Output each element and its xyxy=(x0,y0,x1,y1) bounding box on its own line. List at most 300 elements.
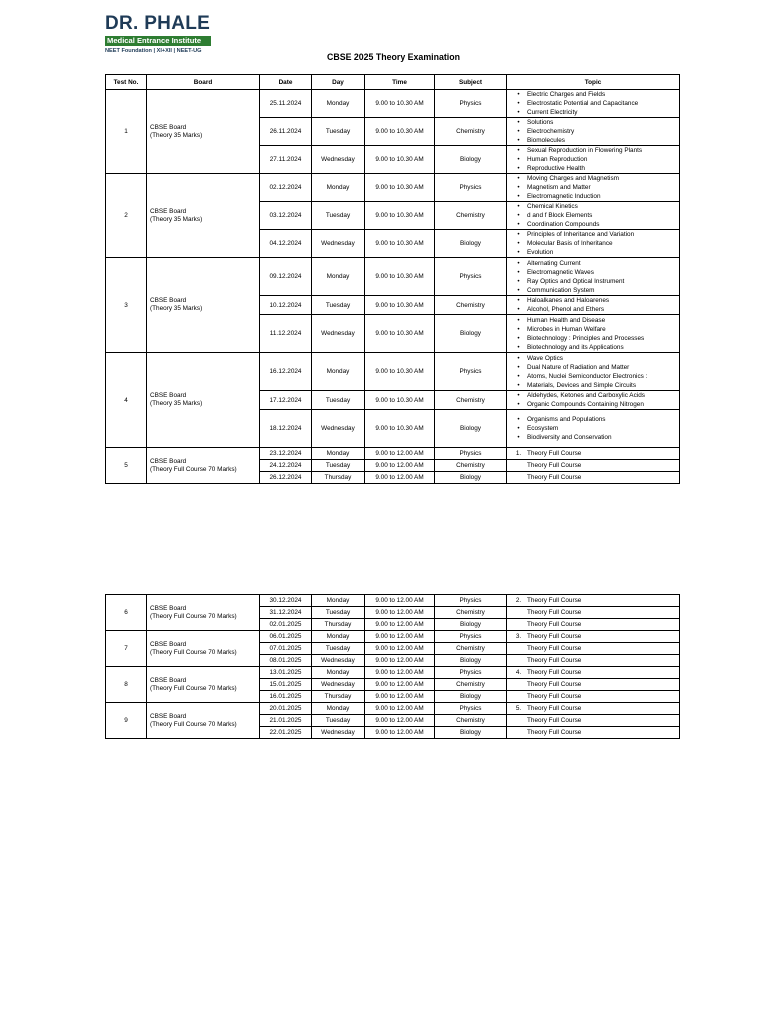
schedule-table-1 xyxy=(105,74,680,484)
topic-text: Current Electricity xyxy=(527,109,578,116)
date-cell: 16.12.2024 xyxy=(260,353,312,391)
subject-cell: Physics xyxy=(435,258,507,296)
topic-text: Materials, Devices and Simple Circuits xyxy=(527,381,637,389)
bullet-icon: • xyxy=(517,259,520,267)
topic-item xyxy=(510,620,676,629)
topic-text: Microbes in Human Welfare xyxy=(527,325,606,333)
topic-text: Theory Full Course xyxy=(527,681,582,688)
topic-text: Human Health and Disease xyxy=(527,316,606,324)
topic-text: Alcohol, Phenol and Ethers xyxy=(527,306,605,313)
topic-item xyxy=(510,343,676,352)
topic-cell xyxy=(507,607,680,619)
topic-item xyxy=(510,391,676,400)
topic-text: Human Reproduction xyxy=(527,156,588,163)
bullet-icon: • xyxy=(517,325,520,333)
board-cell xyxy=(147,595,260,631)
bullet-icon: • xyxy=(517,165,520,172)
bullet-icon: • xyxy=(517,392,520,399)
subject-cell: Physics xyxy=(435,90,507,118)
subject-cell: Biology xyxy=(435,655,507,667)
time-cell: 9.00 to 10.30 AM xyxy=(365,230,435,258)
board-cell xyxy=(147,631,260,667)
time-cell: 9.00 to 12.00 AM xyxy=(365,631,435,643)
topic-item xyxy=(510,90,676,99)
day-cell: Monday xyxy=(312,174,365,202)
time-cell: 9.00 to 10.30 AM xyxy=(365,410,435,448)
time-cell: 9.00 to 10.30 AM xyxy=(365,391,435,410)
board-label: (Theory 35 Marks) xyxy=(150,400,203,407)
board-label: (Theory Full Course 70 Marks) xyxy=(150,465,237,473)
time-cell: 9.00 to 12.00 AM xyxy=(365,703,435,715)
board-cell xyxy=(147,448,260,484)
day-cell: Tuesday xyxy=(312,643,365,655)
bullet-icon: • xyxy=(517,434,520,441)
topic-item xyxy=(510,334,676,343)
topic-text: Molecular Basis of Inheritance xyxy=(527,240,613,247)
topic-text: Haloalkanes and Haloarenes xyxy=(527,297,610,304)
topic-item xyxy=(510,668,676,677)
topic-text: Coordination Compounds xyxy=(527,221,600,228)
topic-cell xyxy=(507,460,680,472)
bullet-icon: • xyxy=(517,91,520,98)
board-label: (Theory 35 Marks) xyxy=(150,305,203,312)
time-cell: 9.00 to 10.30 AM xyxy=(365,146,435,174)
board-label: CBSE Board xyxy=(150,457,187,465)
subject-cell: Chemistry xyxy=(435,607,507,619)
date-cell: 27.11.2024 xyxy=(260,146,312,174)
topic-item xyxy=(510,433,676,442)
date-cell: 18.12.2024 xyxy=(260,410,312,448)
table-row xyxy=(106,595,680,607)
subject-cell: Physics xyxy=(435,703,507,715)
test-number: 4 xyxy=(106,353,147,448)
date-cell: 25.11.2024 xyxy=(260,90,312,118)
topic-text: Theory Full Course xyxy=(527,669,582,676)
test-number: 3 xyxy=(106,258,147,353)
topic-cell xyxy=(507,619,680,631)
topic-item xyxy=(510,99,676,108)
topic-item xyxy=(510,704,676,713)
subject-cell: Biology xyxy=(435,230,507,258)
topic-item xyxy=(510,372,676,381)
board-label: CBSE Board xyxy=(150,123,187,131)
board-label: (Theory 35 Marks) xyxy=(150,131,203,139)
topic-number: 2. xyxy=(515,597,522,604)
time-cell: 9.00 to 10.30 AM xyxy=(365,90,435,118)
topic-item xyxy=(510,211,676,220)
bullet-icon: • xyxy=(517,175,520,182)
topic-text: Dual Nature of Radiation and Matter xyxy=(527,363,630,371)
day-cell: Monday xyxy=(312,90,365,118)
time-cell: 9.00 to 10.30 AM xyxy=(365,118,435,146)
topic-text: Theory Full Course xyxy=(527,462,582,469)
topic-cell xyxy=(507,631,680,643)
table-row xyxy=(106,448,680,460)
col-header-time: Time xyxy=(365,75,435,90)
topic-text: Evolution xyxy=(527,249,554,256)
time-cell: 9.00 to 12.00 AM xyxy=(365,679,435,691)
topic-item xyxy=(510,632,676,641)
col-header-date: Date xyxy=(260,75,312,90)
topic-item xyxy=(510,354,676,363)
time-cell: 9.00 to 12.00 AM xyxy=(365,607,435,619)
day-cell: Monday xyxy=(312,667,365,679)
day-cell: Monday xyxy=(312,703,365,715)
test-number: 5 xyxy=(106,448,147,484)
table-row xyxy=(106,90,680,118)
topic-item xyxy=(510,146,676,155)
table-row xyxy=(106,258,680,296)
time-cell: 9.00 to 10.30 AM xyxy=(365,315,435,353)
time-cell: 9.00 to 12.00 AM xyxy=(365,727,435,739)
subject-cell: Physics xyxy=(435,353,507,391)
date-cell: 08.01.2025 xyxy=(260,655,312,667)
test-number: 1 xyxy=(106,90,147,174)
topic-cell xyxy=(507,353,680,391)
topic-item xyxy=(510,680,676,689)
time-cell: 9.00 to 10.30 AM xyxy=(365,174,435,202)
topic-cell xyxy=(507,448,680,460)
day-cell: Wednesday xyxy=(312,230,365,258)
topic-item xyxy=(510,192,676,201)
topic-text: Chemical Kinetics xyxy=(527,203,578,210)
date-cell: 07.01.2025 xyxy=(260,643,312,655)
bullet-icon: • xyxy=(517,240,520,247)
time-cell: 9.00 to 12.00 AM xyxy=(365,595,435,607)
topic-item xyxy=(510,248,676,257)
topic-text: Atoms, Nuclei Semiconductor Electronics : xyxy=(527,372,648,380)
day-cell: Tuesday xyxy=(312,296,365,315)
bullet-icon: • xyxy=(517,416,520,423)
topic-item xyxy=(510,286,676,295)
time-cell: 9.00 to 12.00 AM xyxy=(365,472,435,484)
time-cell: 9.00 to 12.00 AM xyxy=(365,715,435,727)
topic-text: Theory Full Course xyxy=(527,705,582,712)
time-cell: 9.00 to 12.00 AM xyxy=(365,691,435,703)
topic-text: Sexual Reproduction in Flowering Plants xyxy=(527,147,643,154)
board-label: CBSE Board xyxy=(150,712,187,720)
topic-text: Aldehydes, Ketones and Carboxylic Acids xyxy=(527,392,645,399)
date-cell: 06.01.2025 xyxy=(260,631,312,643)
topic-cell xyxy=(507,655,680,667)
board-cell xyxy=(147,667,260,703)
logo-name: DR. PHALE xyxy=(105,13,211,34)
bullet-icon: • xyxy=(517,249,520,256)
bullet-icon: • xyxy=(517,268,520,276)
board-label: (Theory Full Course 70 Marks) xyxy=(150,648,237,656)
date-cell: 11.12.2024 xyxy=(260,315,312,353)
board-label: CBSE Board xyxy=(150,392,187,399)
subject-cell: Physics xyxy=(435,631,507,643)
board-cell xyxy=(147,174,260,258)
time-cell: 9.00 to 10.30 AM xyxy=(365,258,435,296)
date-cell: 26.12.2024 xyxy=(260,472,312,484)
topic-cell xyxy=(507,472,680,484)
subject-cell: Chemistry xyxy=(435,679,507,691)
topic-text: Biodiversity and Conservation xyxy=(527,434,612,441)
date-cell: 21.01.2025 xyxy=(260,715,312,727)
bullet-icon: • xyxy=(517,297,520,304)
subject-cell: Chemistry xyxy=(435,715,507,727)
time-cell: 9.00 to 12.00 AM xyxy=(365,655,435,667)
logo-subline: NEET Foundation | XI+XII | NEET-UG xyxy=(105,48,202,54)
topic-text: Theory Full Course xyxy=(527,597,582,604)
topic-item xyxy=(510,136,676,145)
topic-cell xyxy=(507,90,680,118)
subject-cell: Physics xyxy=(435,448,507,460)
topic-text: Biotechnology : Principles and Processes xyxy=(527,334,645,342)
board-label: CBSE Board xyxy=(150,604,187,612)
bullet-icon: • xyxy=(517,316,520,324)
day-cell: Tuesday xyxy=(312,715,365,727)
topic-cell xyxy=(507,595,680,607)
test-number: 9 xyxy=(106,703,147,739)
topic-cell xyxy=(507,118,680,146)
table-header-row xyxy=(106,75,680,90)
subject-cell: Biology xyxy=(435,410,507,448)
topic-text: Theory Full Course xyxy=(527,729,582,736)
date-cell: 23.12.2024 xyxy=(260,448,312,460)
date-cell: 16.01.2025 xyxy=(260,691,312,703)
topic-item xyxy=(510,239,676,248)
topic-text: Ray Optics and Optical Instrument xyxy=(527,277,625,285)
topic-item xyxy=(510,220,676,229)
topic-number: 3. xyxy=(515,633,522,640)
topic-item xyxy=(510,183,676,192)
topic-text: Solutions xyxy=(527,119,554,126)
topic-item xyxy=(510,656,676,665)
topic-text: Theory Full Course xyxy=(527,633,582,640)
bullet-icon: • xyxy=(517,147,520,154)
topic-item xyxy=(510,202,676,211)
topic-item xyxy=(510,400,676,409)
table-row xyxy=(106,631,680,643)
table-row xyxy=(106,667,680,679)
bullet-icon: • xyxy=(517,425,520,432)
bullet-icon: • xyxy=(517,231,520,238)
day-cell: Monday xyxy=(312,353,365,391)
board-label: (Theory Full Course 70 Marks) xyxy=(150,612,237,620)
board-label: CBSE Board xyxy=(150,640,187,648)
subject-cell: Chemistry xyxy=(435,643,507,655)
topic-item xyxy=(510,118,676,127)
day-cell: Wednesday xyxy=(312,146,365,174)
test-number: 6 xyxy=(106,595,147,631)
subject-cell: Chemistry xyxy=(435,296,507,315)
date-cell: 13.01.2025 xyxy=(260,667,312,679)
topic-cell xyxy=(507,146,680,174)
day-cell: Tuesday xyxy=(312,460,365,472)
topic-item xyxy=(510,305,676,314)
topic-text: Wave Optics xyxy=(527,354,563,362)
topic-text: Alternating Current xyxy=(527,259,581,267)
bullet-icon: • xyxy=(517,212,520,219)
day-cell: Monday xyxy=(312,595,365,607)
topic-item xyxy=(510,277,676,286)
date-cell: 31.12.2024 xyxy=(260,607,312,619)
bullet-icon: • xyxy=(517,184,520,191)
topic-item xyxy=(510,259,676,268)
day-cell: Thursday xyxy=(312,691,365,703)
topic-text: Electric Charges and Fields xyxy=(527,91,606,98)
date-cell: 10.12.2024 xyxy=(260,296,312,315)
time-cell: 9.00 to 10.30 AM xyxy=(365,202,435,230)
topic-item xyxy=(510,268,676,277)
subject-cell: Physics xyxy=(435,174,507,202)
topic-item xyxy=(510,325,676,334)
topic-cell xyxy=(507,174,680,202)
board-cell xyxy=(147,90,260,174)
topic-item xyxy=(510,316,676,325)
bullet-icon: • xyxy=(517,372,520,380)
time-cell: 9.00 to 12.00 AM xyxy=(365,667,435,679)
topic-cell xyxy=(507,258,680,296)
day-cell: Tuesday xyxy=(312,391,365,410)
bullet-icon: • xyxy=(517,381,520,389)
topic-cell xyxy=(507,727,680,739)
table-row xyxy=(106,353,680,391)
subject-cell: Biology xyxy=(435,691,507,703)
topic-cell xyxy=(507,230,680,258)
bullet-icon: • xyxy=(517,354,520,362)
board-label: CBSE Board xyxy=(150,297,187,304)
bullet-icon: • xyxy=(517,277,520,285)
topic-item xyxy=(510,644,676,653)
topic-item xyxy=(510,363,676,372)
board-cell xyxy=(147,258,260,353)
topic-text: Theory Full Course xyxy=(527,717,582,724)
bullet-icon: • xyxy=(517,156,520,163)
col-header-topic: Topic xyxy=(507,75,680,90)
topic-cell xyxy=(507,643,680,655)
date-cell: 15.01.2025 xyxy=(260,679,312,691)
topic-text: Theory Full Course xyxy=(527,657,582,664)
bullet-icon: • xyxy=(517,363,520,371)
topic-text: Communication System xyxy=(527,286,595,294)
day-cell: Wednesday xyxy=(312,679,365,691)
subject-cell: Biology xyxy=(435,727,507,739)
date-cell: 17.12.2024 xyxy=(260,391,312,410)
topic-text: Electrostatic Potential and Capacitance xyxy=(527,100,639,107)
bullet-icon: • xyxy=(517,343,520,351)
topic-item xyxy=(510,716,676,725)
topic-text: Theory Full Course xyxy=(527,645,582,652)
schedule-table-2 xyxy=(105,594,680,739)
test-number: 7 xyxy=(106,631,147,667)
topic-text: Theory Full Course xyxy=(527,450,582,457)
day-cell: Monday xyxy=(312,258,365,296)
topic-cell xyxy=(507,703,680,715)
date-cell: 22.01.2025 xyxy=(260,727,312,739)
topic-cell xyxy=(507,715,680,727)
topic-text: Organic Compounds Containing Nitrogen xyxy=(527,401,644,408)
topic-text: Theory Full Course xyxy=(527,693,582,700)
topic-item xyxy=(510,230,676,239)
topic-cell xyxy=(507,679,680,691)
topic-number: 5. xyxy=(515,705,522,712)
date-cell: 03.12.2024 xyxy=(260,202,312,230)
date-cell: 04.12.2024 xyxy=(260,230,312,258)
time-cell: 9.00 to 10.30 AM xyxy=(365,353,435,391)
date-cell: 30.12.2024 xyxy=(260,595,312,607)
topic-item xyxy=(510,424,676,433)
col-header-day: Day xyxy=(312,75,365,90)
topic-text: Electrochemistry xyxy=(527,128,575,135)
logo-tagline: Medical Entrance Institute xyxy=(105,36,211,46)
bullet-icon: • xyxy=(517,100,520,107)
test-number: 2 xyxy=(106,174,147,258)
page-title: CBSE 2025 Theory Examination xyxy=(327,52,460,62)
topic-text: Reproductive Health xyxy=(527,165,585,172)
topic-cell xyxy=(507,667,680,679)
topic-item xyxy=(510,108,676,117)
topic-text: Theory Full Course xyxy=(527,609,582,616)
topic-cell xyxy=(507,202,680,230)
subject-cell: Biology xyxy=(435,146,507,174)
day-cell: Monday xyxy=(312,631,365,643)
board-label: CBSE Board xyxy=(150,207,187,215)
day-cell: Thursday xyxy=(312,472,365,484)
topic-item xyxy=(510,164,676,173)
topic-item xyxy=(510,296,676,305)
topic-text: Principles of Inheritance and Variation xyxy=(527,231,635,238)
topic-text: Biotechnology and its Applications xyxy=(527,343,624,351)
bullet-icon: • xyxy=(517,203,520,210)
topic-item xyxy=(510,381,676,390)
table-row xyxy=(106,174,680,202)
topic-text: Moving Charges and Magnetism xyxy=(527,175,619,182)
topic-cell xyxy=(507,691,680,703)
topic-text: Biomolecules xyxy=(527,137,566,144)
date-cell: 09.12.2024 xyxy=(260,258,312,296)
day-cell: Tuesday xyxy=(312,607,365,619)
day-cell: Wednesday xyxy=(312,655,365,667)
topic-item xyxy=(510,728,676,737)
subject-cell: Physics xyxy=(435,667,507,679)
topic-item xyxy=(510,461,676,470)
subject-cell: Biology xyxy=(435,472,507,484)
topic-cell xyxy=(507,296,680,315)
topic-text: Organisms and Populations xyxy=(527,416,606,423)
board-label: (Theory Full Course 70 Marks) xyxy=(150,720,237,728)
topic-item xyxy=(510,473,676,482)
col-header-subject: Subject xyxy=(435,75,507,90)
bullet-icon: • xyxy=(517,401,520,408)
topic-cell xyxy=(507,315,680,353)
subject-cell: Chemistry xyxy=(435,118,507,146)
time-cell: 9.00 to 12.00 AM xyxy=(365,448,435,460)
time-cell: 9.00 to 12.00 AM xyxy=(365,460,435,472)
subject-cell: Biology xyxy=(435,619,507,631)
bullet-icon: • xyxy=(517,193,520,200)
board-label: CBSE Board xyxy=(150,676,187,684)
board-label: (Theory Full Course 70 Marks) xyxy=(150,684,237,692)
subject-cell: Physics xyxy=(435,595,507,607)
topic-item xyxy=(510,608,676,617)
topic-text: Electromagnetic Induction xyxy=(527,193,601,200)
topic-text: Theory Full Course xyxy=(527,474,582,481)
col-header-board: Board xyxy=(147,75,260,90)
topic-item xyxy=(510,155,676,164)
topic-cell xyxy=(507,410,680,448)
date-cell: 24.12.2024 xyxy=(260,460,312,472)
bullet-icon: • xyxy=(517,306,520,313)
topic-number: 4. xyxy=(515,669,522,676)
day-cell: Wednesday xyxy=(312,727,365,739)
day-cell: Tuesday xyxy=(312,118,365,146)
subject-cell: Chemistry xyxy=(435,460,507,472)
date-cell: 02.12.2024 xyxy=(260,174,312,202)
